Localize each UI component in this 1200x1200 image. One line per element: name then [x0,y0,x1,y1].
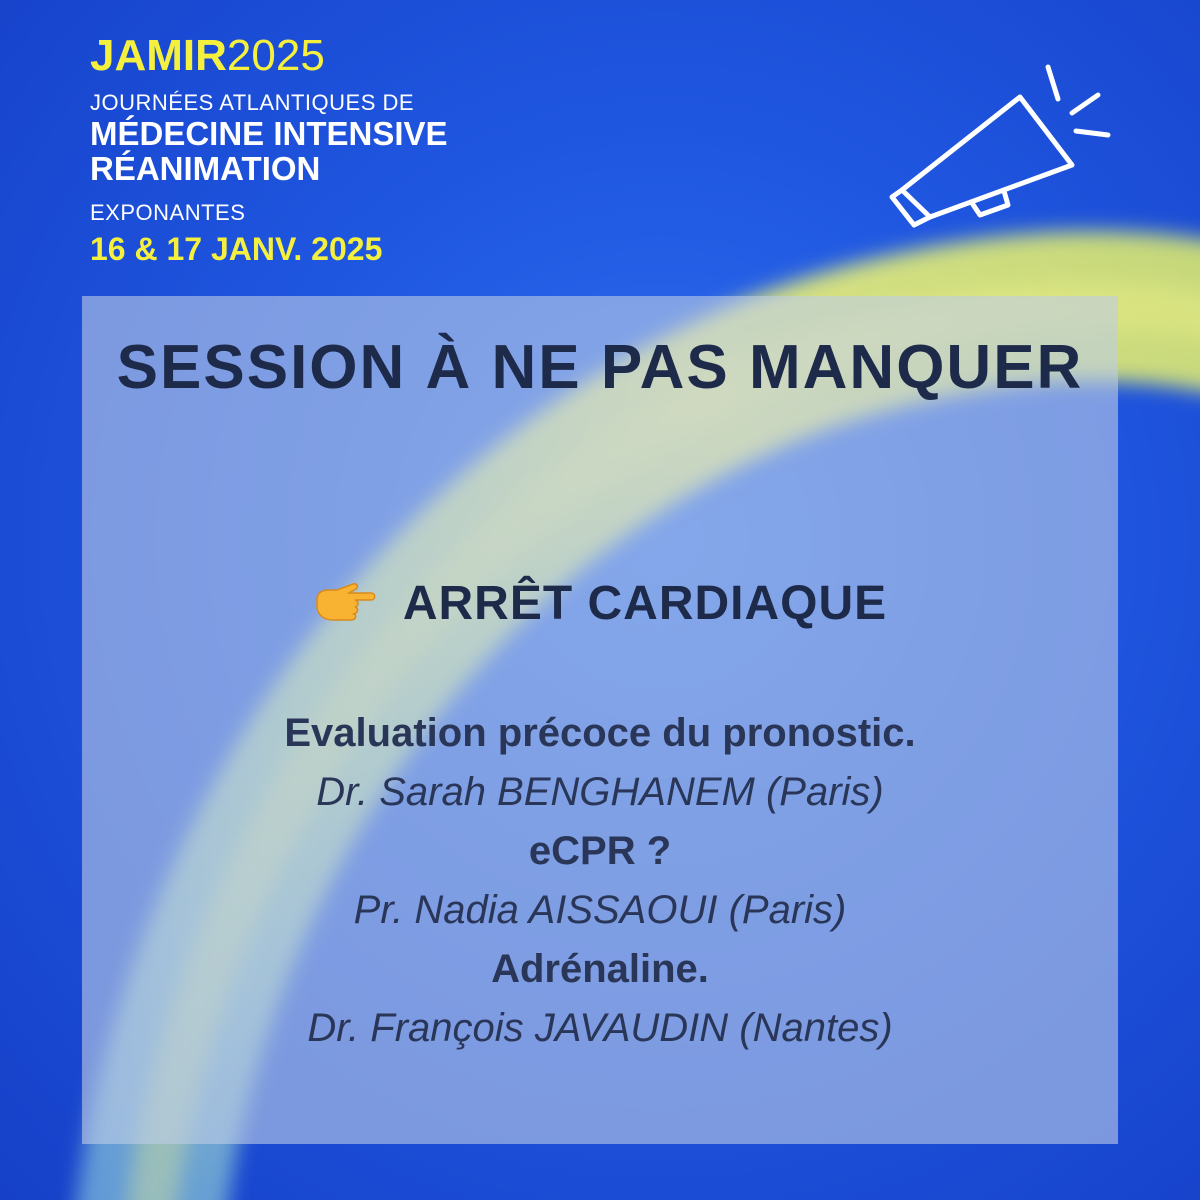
brand-name: JAMIR [90,31,227,80]
talk-item [82,942,1118,1060]
talk-title: eCPR ? [528,829,672,873]
megaphone-icon [880,55,1120,245]
talk-list [82,706,1118,1060]
event-header [90,30,448,268]
talk-item [82,824,1118,942]
card-title-text: SESSION À NE PAS MANQUER [116,333,1084,402]
talk-item [82,706,1118,824]
talk-title: Adrénaline. [491,947,709,991]
session-name: ARRÊT CARDIAQUE [402,577,888,630]
event-subtitle-line3: RÉANIMATION [90,150,321,187]
event-location: EXPONANTES [90,200,246,225]
brand-year: 2025 [226,31,325,80]
session-heading [82,576,1118,632]
pointing-hand-icon [313,578,377,626]
event-subtitle-line2: MÉDECINE INTENSIVE [90,115,448,152]
talk-speaker: Dr. Sarah BENGHANEM (Paris) [316,770,884,814]
card-title [82,332,1118,404]
talk-speaker: Pr. Nadia AISSAOUI (Paris) [353,888,847,932]
event-subtitle-line1: JOURNÉES ATLANTIQUES DE [90,90,415,115]
event-dates: 16 & 17 JANV. 2025 [90,231,383,267]
event-brand [90,30,448,82]
talk-speaker: Dr. François JAVAUDIN (Nantes) [307,1006,893,1050]
talk-title: Evaluation précoce du pronostic. [284,711,916,755]
session-card [82,296,1118,1144]
